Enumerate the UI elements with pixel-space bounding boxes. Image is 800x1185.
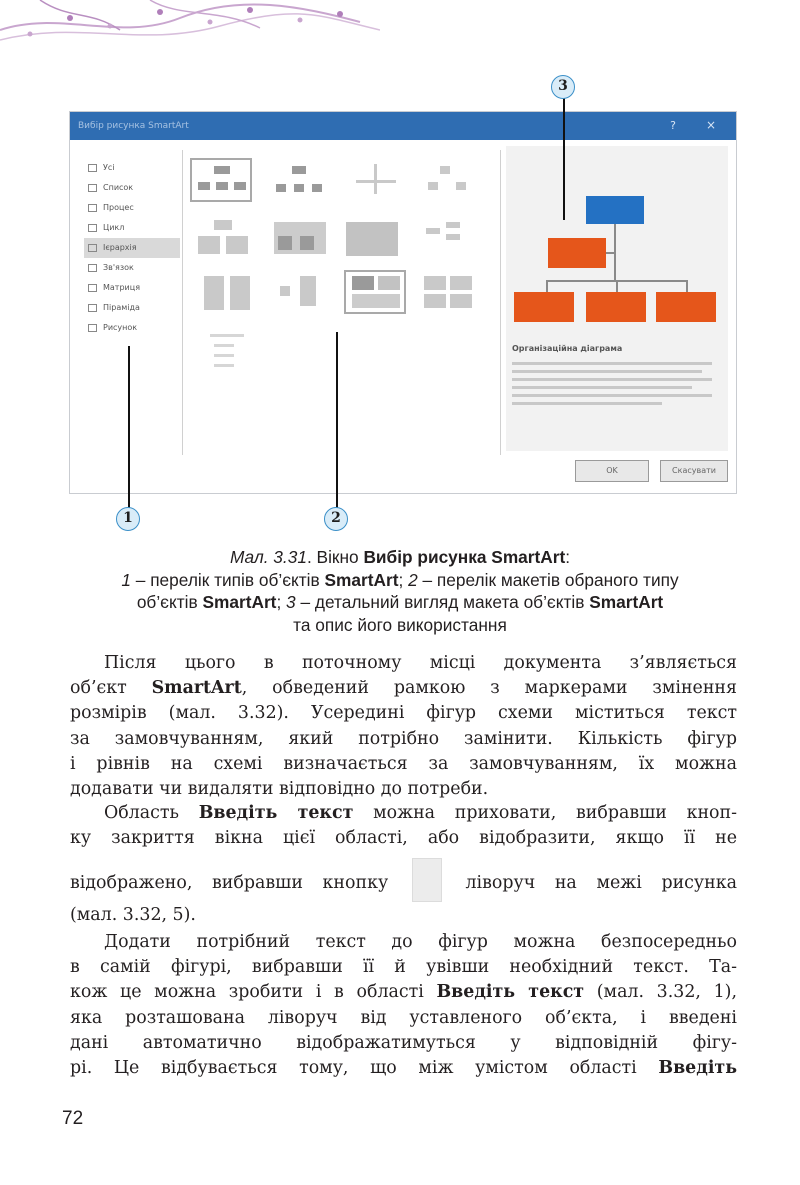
layout-thumbnail[interactable]: [342, 218, 404, 262]
preview-child-shape: [586, 292, 646, 322]
callout-line-1: [128, 346, 130, 508]
layout-thumbnail-selected[interactable]: [190, 158, 252, 202]
paragraph-line-with-icon: відображено, вибравши кнопку ліворуч на межі рисунка: [70, 858, 737, 905]
category-item[interactable]: Зв'язок: [84, 258, 180, 278]
divider: [182, 150, 183, 455]
layout-thumbnail[interactable]: [420, 160, 482, 204]
category-item[interactable]: Список: [84, 178, 180, 198]
figure-number: Мал. 3.31: [229, 547, 307, 567]
category-icon: [88, 264, 97, 272]
show-text-pane-icon: [412, 858, 442, 902]
layout-thumbnail[interactable]: [270, 160, 332, 204]
layout-preview: [506, 146, 728, 451]
category-icon: [88, 304, 97, 312]
category-icon: [88, 204, 97, 212]
preview-description-title: Організаційна діаграма: [512, 344, 623, 353]
layout-thumbnail[interactable]: [270, 272, 332, 316]
cancel-button[interactable]: Скасувати: [660, 460, 728, 482]
smartart-dialog-screenshot: [69, 111, 737, 494]
callout-marker-3: 3: [551, 75, 575, 99]
callout-line-3: [563, 98, 565, 220]
category-icon: [88, 284, 97, 292]
paragraph: Область Введіть текст можна приховати, вибравши кноп- ку закриття вікна цієї області, або відобразити, якщо її не: [70, 803, 737, 849]
callout-marker-2: 2: [324, 507, 348, 531]
divider: [500, 150, 501, 455]
layout-thumbnail[interactable]: [198, 272, 260, 316]
callout-line-2: [336, 332, 338, 508]
category-icon: [88, 184, 97, 192]
layout-thumbnail[interactable]: [418, 216, 480, 260]
category-icon: [88, 244, 97, 252]
page-number: 72: [62, 1108, 84, 1129]
category-item[interactable]: Рисунок: [84, 318, 180, 338]
category-item-selected[interactable]: Ієрархія: [84, 238, 180, 258]
ok-button[interactable]: OK: [575, 460, 649, 482]
help-icon[interactable]: ?: [670, 119, 676, 132]
paragraph: Додати потрібний текст до фігур можна безпосередньо в самій фігурі, вибравши її й увівши необхідний текст. Та- кож це можна зробити і в області Введіть текст (мал. 3.32, 1), яка розташована ліворуч від уставленого об’єкта, і введені дані автоматично відображатимуться у відповідній фігу- рі. Це відбувається тому, що між умістом області Введіть: [70, 932, 737, 1079]
category-list: [84, 158, 180, 338]
layout-thumbnail[interactable]: [210, 334, 250, 384]
category-item[interactable]: Усі: [84, 158, 180, 178]
preview-child-shape: [514, 292, 574, 322]
category-item[interactable]: Цикл: [84, 218, 180, 238]
category-icon: [88, 164, 97, 172]
category-item[interactable]: Матриця: [84, 278, 180, 298]
layout-thumbnail[interactable]: [346, 160, 408, 204]
callout-marker-1: 1: [116, 507, 140, 531]
paragraph: (мал. 3.32, 5).: [70, 905, 196, 925]
preview-top-shape: [586, 196, 644, 224]
dialog-titlebar: [70, 112, 736, 140]
layout-thumbnail[interactable]: [194, 218, 256, 262]
paragraph: Після цього в поточному місці документа з’являється об’єкт SmartArt, обведений рамкою з маркерами змінення розмірів (мал. 3.32). Усередині фігур схеми міститься текст за замовчуванням, який потрібно замінити. Кількість фігур і рівнів на схемі визначається за замовчуванням, їх можна додавати чи видаляти відповідно до потреби.: [70, 653, 737, 800]
category-icon: [88, 324, 97, 332]
layout-thumbnail[interactable]: [344, 270, 406, 314]
category-icon: [88, 224, 97, 232]
preview-assistant-shape: [548, 238, 606, 268]
figure-caption: Мал. 3.31. Вікно Вибір рисунка SmartArt: 1 – перелік типів об’єктів SmartArt; 2 – перелік макетів обраного типу об’єктів SmartArt; 3 – детальний вигляд макета об’єктів SmartArt та опис його використання: [121, 547, 679, 635]
close-icon[interactable]: ×: [705, 118, 716, 132]
dialog-title: Вибір рисунка SmartArt: [78, 121, 189, 131]
layout-thumbnail[interactable]: [420, 272, 482, 316]
category-item[interactable]: Процес: [84, 198, 180, 218]
header-ornament: [0, 0, 380, 50]
layout-thumbnail[interactable]: [270, 218, 332, 262]
category-item[interactable]: Піраміда: [84, 298, 180, 318]
preview-child-shape: [656, 292, 716, 322]
